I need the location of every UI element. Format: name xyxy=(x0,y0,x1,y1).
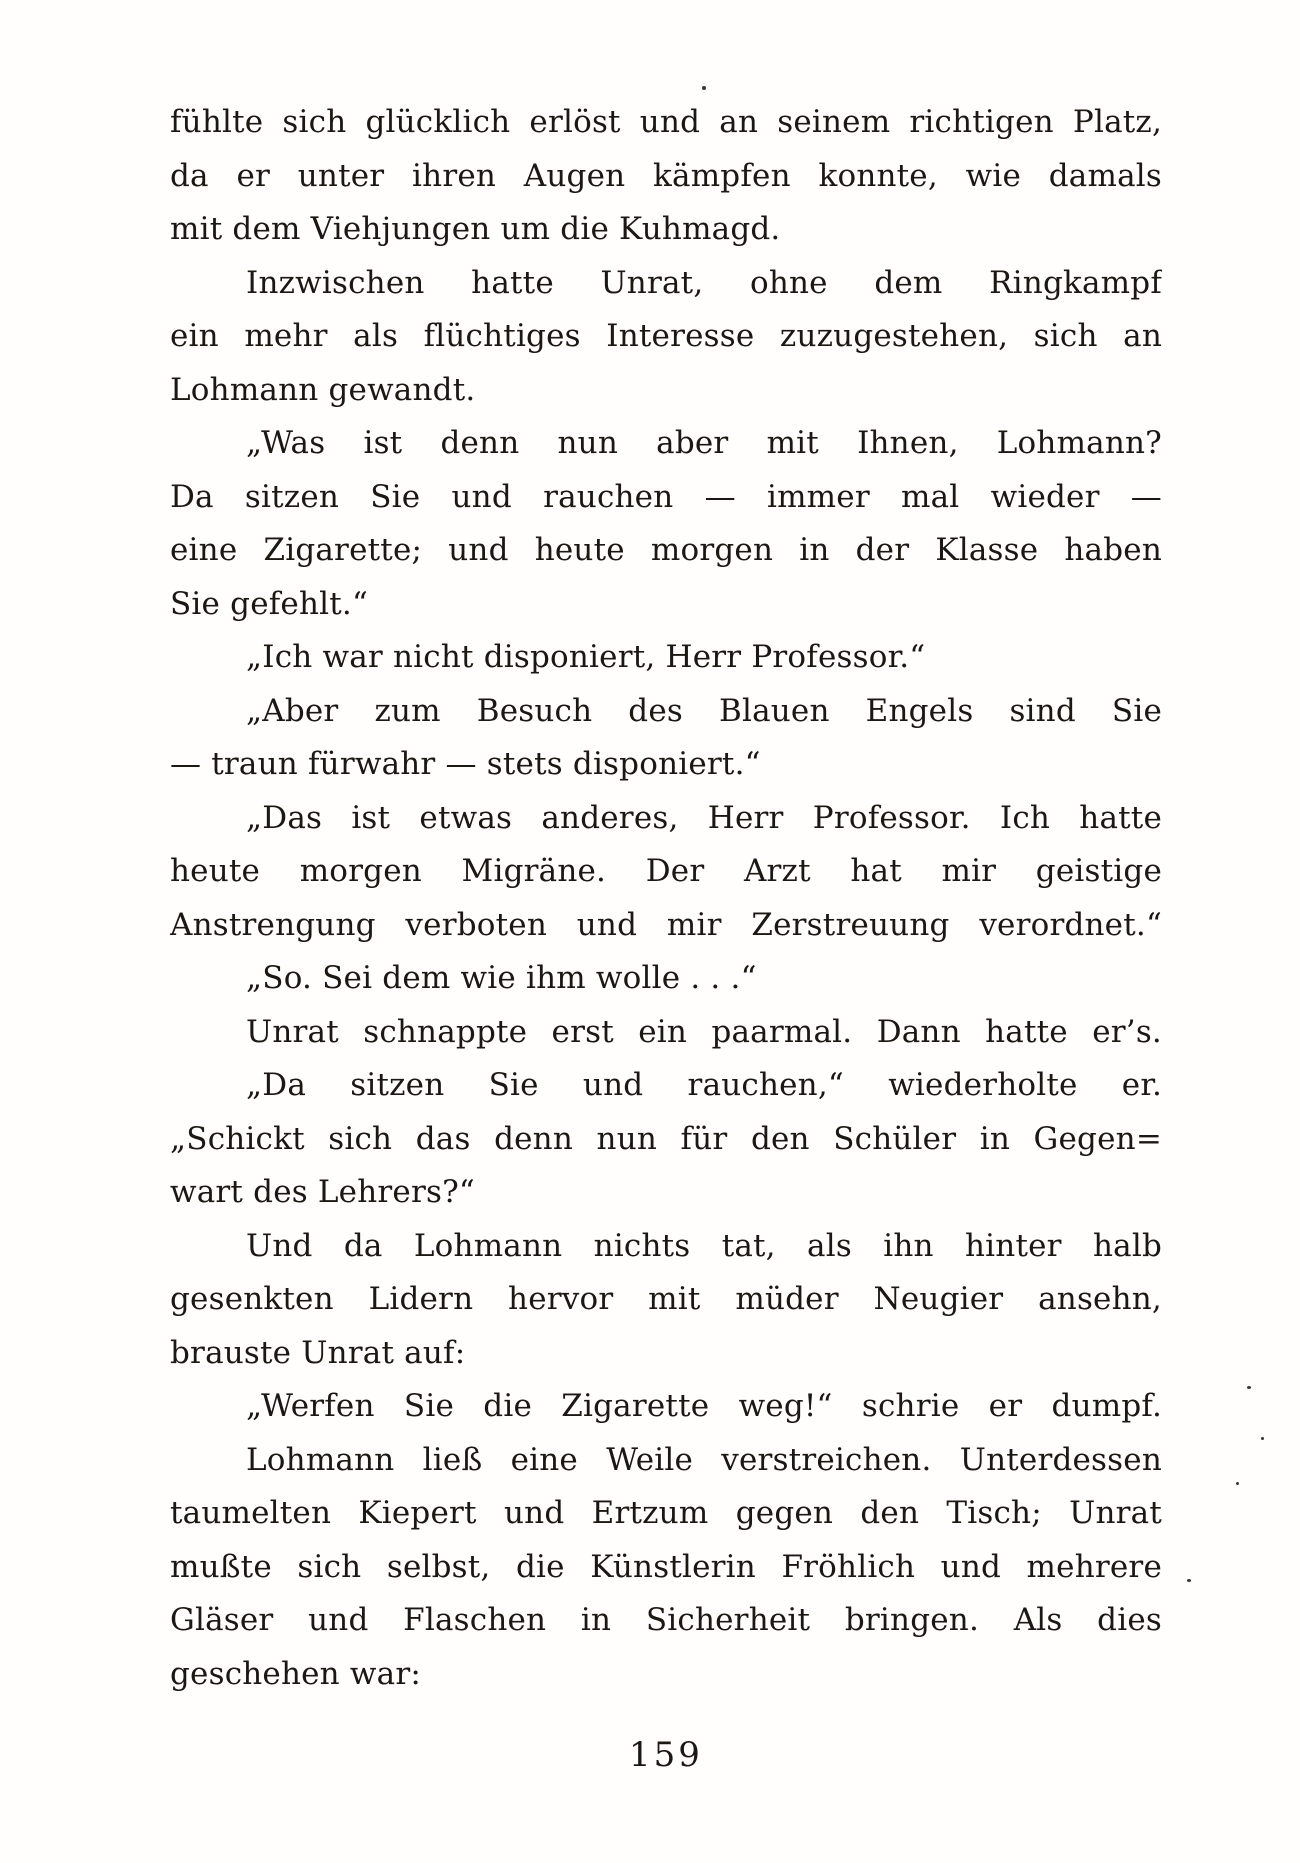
text-line: „Ich war nicht disponiert, Herr Professor.“ xyxy=(246,639,926,675)
text-line: gesenkten Lidern hervor mit müder Neugier ansehn, xyxy=(170,1281,1162,1317)
page-number: 159 xyxy=(629,1735,703,1775)
text-line: fühlte sich glücklich erlöst und an seinem richtigen Platz, xyxy=(170,104,1162,140)
text-line: — traun fürwahr — stets disponiert.“ xyxy=(170,746,761,782)
text-block xyxy=(170,96,1162,1701)
text-line: Sie gefehlt.“ xyxy=(170,585,368,622)
scan-speck xyxy=(1187,1579,1191,1582)
text-line: „So. Sei dem wie ihm wolle . . .“ xyxy=(246,960,757,996)
text-line: heute morgen Migräne. Der Arzt hat mir geistige xyxy=(170,853,1162,889)
text-line: wart des Lehrers?“ xyxy=(170,1174,475,1210)
text-line: taumelten Kiepert und Ertzum gegen den Tisch; Unrat xyxy=(170,1495,1162,1531)
text-line: Unrat schnappte erst ein paarmal. Dann hatte er’s. xyxy=(246,1013,1162,1050)
text-line: mußte sich selbst, die Künstlerin Fröhlich und mehrere xyxy=(170,1548,1162,1585)
text-line: „Das ist etwas anderes, Herr Professor. Ich hatte xyxy=(246,799,1162,836)
text-line: Lohmann ließ eine Weile verstreichen. Unterdessen xyxy=(246,1441,1162,1478)
text-line: Da sitzen Sie und rauchen — immer mal wieder — xyxy=(170,478,1162,515)
scan-speck xyxy=(1261,1437,1264,1440)
text-line: Anstrengung verboten und mir Zerstreuung verordnet.“ xyxy=(170,906,1162,943)
text-line: Inzwischen hatte Unrat, ohne dem Ringkampf xyxy=(246,264,1162,301)
text-line: ein mehr als flüchtiges Interesse zuzugestehen, sich an xyxy=(170,318,1162,354)
text-line: brauste Unrat auf: xyxy=(170,1334,466,1371)
scan-speck xyxy=(702,86,706,90)
scan-speck xyxy=(1247,1386,1251,1389)
text-line: „Da sitzen Sie und rauchen,“ wiederholte er. xyxy=(246,1067,1162,1103)
text-line: „Was ist denn nun aber mit Ihnen, Lohmann? xyxy=(246,425,1162,461)
text-line: Lohmann gewandt. xyxy=(170,371,476,408)
text-line: „Aber zum Besuch des Blauen Engels sind Sie xyxy=(246,692,1162,729)
text-line: eine Zigarette; und heute morgen in der Klasse haben xyxy=(170,532,1162,568)
text-line: Und da Lohmann nichts tat, als ihn hinter halb xyxy=(246,1227,1162,1264)
text-line: „Werfen Sie die Zigarette weg!“ schrie er dumpf. xyxy=(246,1388,1162,1424)
text-line: da er unter ihren Augen kämpfen konnte, wie damals xyxy=(170,157,1162,194)
text-line: Gläser und Flaschen in Sicherheit bringen. Als dies xyxy=(170,1602,1162,1638)
text-line: geschehen war: xyxy=(170,1655,421,1692)
text-line: mit dem Viehjungen um die Kuhmagd. xyxy=(170,211,781,247)
scan-speck xyxy=(1236,1482,1239,1485)
text-line: „Schickt sich das denn nun für den Schüler in Gegen= xyxy=(170,1120,1162,1157)
